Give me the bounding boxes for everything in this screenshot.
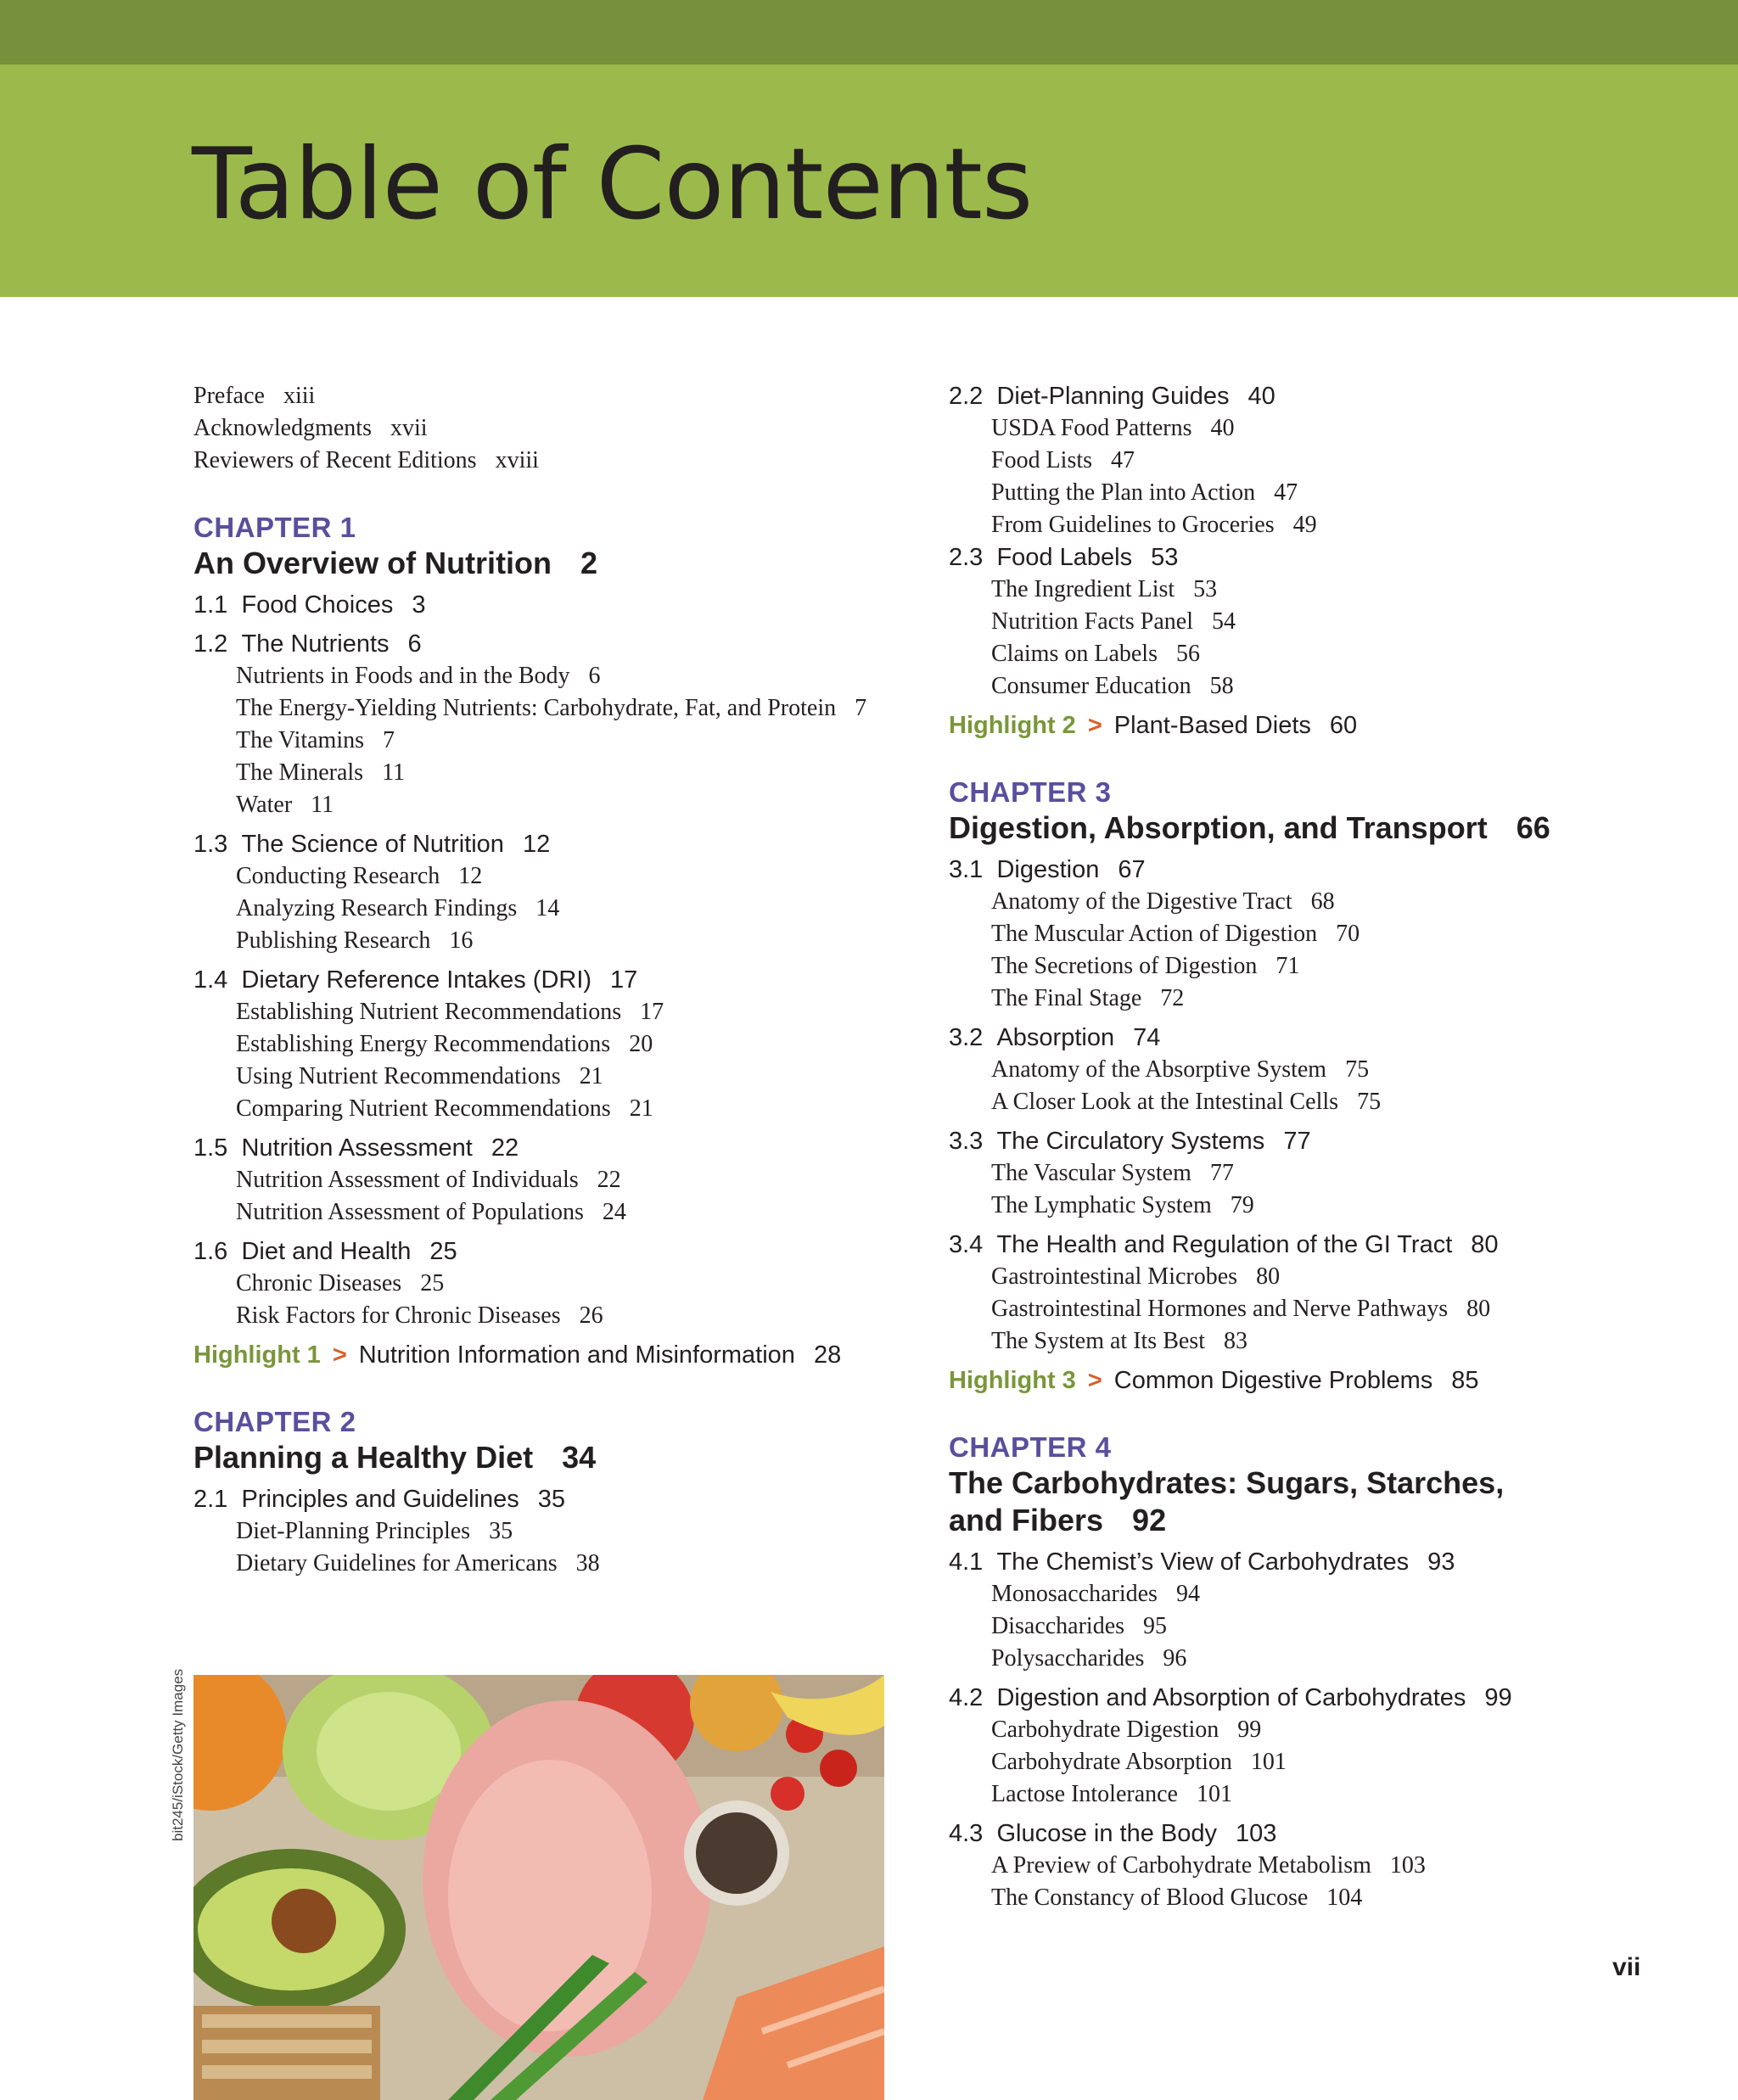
subsection-label: Food Lists (991, 447, 1093, 473)
section-page: 93 (1427, 1548, 1455, 1576)
subsection-page: 99 (1237, 1716, 1262, 1743)
subsection-label: Monosaccharides (991, 1581, 1158, 1607)
subsection-label: Nutrition Assessment of Individuals (236, 1167, 579, 1193)
section-3-4[interactable] (949, 1229, 1679, 1261)
subsection-label: The Energy-Yielding Nutrients: Carbohydrate, Fat, and Protein (236, 695, 837, 721)
subsection-label: The System at Its Best (991, 1328, 1205, 1354)
subsection-page: 71 (1275, 953, 1300, 979)
chapter-page: 66 (1516, 810, 1550, 845)
section-title: Glucose in the Body (996, 1820, 1217, 1847)
subsection-label: The Secretions of Digestion (991, 953, 1258, 979)
subsection-page: 21 (629, 1095, 653, 1122)
subsection-label: The Vascular System (991, 1160, 1191, 1186)
section-4-1[interactable] (949, 1546, 1679, 1578)
subsection[interactable] (949, 886, 1679, 918)
subsection[interactable] (949, 670, 1679, 703)
section-number: 4.1 (949, 1548, 984, 1576)
subsection[interactable] (949, 445, 1679, 477)
chapter-title-line-2: and Fibers (949, 1503, 1104, 1537)
subsection[interactable] (193, 860, 940, 893)
subsection[interactable] (949, 1578, 1679, 1610)
subsection-page: 47 (1274, 479, 1298, 506)
chapter-4-label: CHAPTER 4 (949, 1431, 1112, 1463)
subsection[interactable] (949, 1054, 1679, 1086)
section-title: The Science of Nutrition (241, 831, 504, 858)
chapter-title-line-1: The Carbohydrates: Sugars, Starches, (949, 1465, 1505, 1500)
subsection[interactable] (949, 412, 1679, 445)
subsection[interactable] (949, 983, 1679, 1015)
subsection-label: USDA Food Patterns (991, 415, 1192, 441)
toc-entry-reviewers[interactable] (193, 445, 940, 477)
subsection-label: Using Nutrient Recommendations (236, 1063, 561, 1089)
subsection-label: Establishing Nutrient Recommendations (236, 999, 622, 1025)
subsection-page: 16 (449, 927, 474, 954)
section-number: 1.1 (193, 591, 228, 619)
subsection[interactable] (949, 918, 1679, 950)
section-4-3[interactable] (949, 1817, 1679, 1850)
subsection-page: 94 (1175, 1581, 1200, 1607)
subsection[interactable] (949, 1157, 1679, 1190)
subsection-label: Polysaccharides (991, 1645, 1145, 1672)
page-number: vii (1612, 1953, 1641, 1981)
section-number: 1.3 (193, 831, 228, 858)
section-title: Food Labels (996, 544, 1133, 571)
section-page: 3 (412, 591, 426, 619)
subsection-page: 7 (855, 695, 867, 721)
section-number: 3.2 (949, 1024, 984, 1051)
subsection-label: Establishing Energy Recommendations (236, 1031, 611, 1057)
subsection-label: Gastrointestinal Microbes (991, 1263, 1238, 1290)
subsection-label: Claims on Labels (991, 641, 1158, 667)
section-title: Digestion and Absorption of Carbohydrates (996, 1684, 1466, 1711)
chapter-2-title[interactable] (193, 1439, 940, 1476)
subsection[interactable] (193, 789, 940, 821)
subsection[interactable] (949, 1746, 1679, 1778)
subsection-label: Analyzing Research Findings (236, 895, 518, 921)
subsection-label: Lactose Intolerance (991, 1781, 1178, 1807)
chevron-right-icon: > (1087, 712, 1102, 739)
chapter-page: 2 (580, 546, 598, 580)
subsection-label: The Lymphatic System (991, 1192, 1212, 1218)
chapter-1-title[interactable] (193, 545, 940, 582)
section-number: 3.1 (949, 856, 984, 883)
subsection-page: 101 (1250, 1749, 1287, 1775)
highlight-label: Highlight 1 (193, 1341, 321, 1369)
subsection-page: 83 (1223, 1328, 1247, 1354)
subsection-page: 6 (588, 663, 601, 689)
section-number: 2.1 (193, 1486, 228, 1513)
subsection-label: Nutrients in Foods and in the Body (236, 663, 570, 689)
subsection-page: 53 (1193, 576, 1218, 602)
section-title: Diet-Planning Guides (996, 383, 1230, 410)
highlight-2[interactable] (949, 709, 1679, 742)
subsection[interactable] (949, 1325, 1679, 1358)
chapter-4-title[interactable] (949, 1464, 1679, 1539)
subsection[interactable] (949, 1714, 1679, 1746)
subsection[interactable] (949, 638, 1679, 670)
subsection-page: 38 (575, 1550, 600, 1576)
section-1-6[interactable] (193, 1235, 940, 1268)
subsection-label: Diet-Planning Principles (236, 1518, 471, 1544)
chevron-right-icon: > (1087, 1367, 1102, 1394)
highlight-title: Nutrition Information and Misinformation (358, 1341, 795, 1369)
section-page: 12 (522, 831, 551, 858)
section-1-5[interactable] (193, 1132, 940, 1164)
subsection-page: 11 (311, 792, 334, 818)
subsection-label: The Final Stage (991, 985, 1142, 1011)
subsection[interactable] (949, 1850, 1679, 1882)
section-number: 3.3 (949, 1128, 984, 1155)
subsection-page: 75 (1357, 1089, 1382, 1115)
chapter-title-text: Planning a Healthy Diet (193, 1440, 534, 1475)
subsection-label: Risk Factors for Chronic Diseases (236, 1302, 561, 1329)
chapter-1-label: CHAPTER 1 (193, 512, 356, 543)
subsection-page: 56 (1175, 641, 1200, 667)
toc-entry-preface[interactable] (193, 380, 940, 412)
food-photo (193, 1675, 884, 2100)
highlight-title: Plant-Based Diets (1113, 712, 1311, 739)
subsection-label: Nutrition Facts Panel (991, 608, 1193, 635)
subsection[interactable] (193, 1028, 940, 1061)
subsection-page: 80 (1466, 1296, 1491, 1322)
subsection-page: 11 (382, 759, 406, 786)
subsection[interactable] (193, 692, 918, 725)
section-title: The Chemist’s View of Carbohydrates (996, 1548, 1410, 1576)
subsection-page: 26 (579, 1302, 603, 1329)
chapter-3-label: CHAPTER 3 (949, 776, 1112, 808)
subsection-label: Putting the Plan into Action (991, 479, 1256, 506)
subsection[interactable] (193, 725, 940, 757)
subsection[interactable] (193, 660, 940, 692)
subsection[interactable] (949, 477, 1679, 509)
entry-page: xvii (390, 415, 428, 441)
section-title: The Nutrients (241, 630, 390, 658)
section-title: The Circulatory Systems (996, 1128, 1265, 1155)
subsection-label: Nutrition Assessment of Populations (236, 1199, 584, 1225)
subsection-page: 77 (1209, 1160, 1234, 1186)
subsection-page: 22 (597, 1167, 621, 1193)
subsection[interactable] (949, 1086, 1679, 1118)
subsection[interactable] (193, 1093, 940, 1125)
subsection[interactable] (193, 996, 940, 1028)
section-number: 1.4 (193, 966, 228, 994)
entry-label: Reviewers of Recent Editions (193, 447, 477, 473)
subsection-page: 17 (640, 999, 664, 1025)
subsection-label: From Guidelines to Groceries (991, 512, 1275, 538)
subsection-page: 25 (420, 1270, 445, 1296)
section-number: 2.2 (949, 383, 984, 410)
subsection-page: 20 (629, 1031, 653, 1057)
highlight-label: Highlight 2 (949, 712, 1076, 739)
entry-page: xiii (283, 383, 316, 409)
subsection-label: The Ingredient List (991, 576, 1175, 602)
section-2-3[interactable] (949, 541, 1679, 574)
subsection-page: 79 (1230, 1192, 1254, 1218)
section-3-2[interactable] (949, 1022, 1679, 1054)
page-title: Table of Contents (192, 127, 1033, 242)
subsection-label: The Vitamins (236, 727, 365, 753)
subsection-page: 47 (1111, 447, 1135, 473)
chapter-title-text: Digestion, Absorption, and Transport (949, 810, 1488, 845)
section-number: 4.2 (949, 1684, 984, 1711)
subsection-page: 72 (1160, 985, 1185, 1011)
section-title: Dietary Reference Intakes (DRI) (241, 966, 592, 994)
chapter-page: 92 (1132, 1503, 1167, 1537)
subsection[interactable] (949, 606, 1679, 638)
subsection[interactable] (193, 1548, 940, 1580)
section-page: 6 (407, 630, 422, 658)
chapter-3-title[interactable] (949, 809, 1679, 847)
subsection-label: Carbohydrate Absorption (991, 1749, 1232, 1775)
section-4-2[interactable] (949, 1682, 1679, 1714)
front-matter (193, 380, 940, 477)
subsection[interactable] (193, 1061, 940, 1093)
highlight-label: Highlight 3 (949, 1367, 1076, 1394)
subsection[interactable] (949, 1778, 1679, 1811)
entry-label: Preface (193, 383, 265, 409)
toc-left-column (193, 380, 940, 1580)
highlight-page: 28 (813, 1341, 842, 1369)
subsection[interactable] (193, 925, 940, 957)
highlight-page: 85 (1451, 1367, 1479, 1394)
section-number: 3.4 (949, 1231, 984, 1258)
subsection[interactable] (949, 1643, 1679, 1675)
subsection-label: Gastrointestinal Hormones and Nerve Pathways (991, 1296, 1449, 1322)
section-page: 22 (491, 1134, 519, 1162)
section-page: 35 (537, 1486, 565, 1513)
subsection[interactable] (193, 1164, 940, 1196)
section-title: Absorption (996, 1024, 1115, 1051)
subsection-page: 68 (1310, 888, 1335, 915)
section-2-2[interactable] (949, 380, 1679, 412)
subsection[interactable] (949, 1610, 1679, 1643)
subsection-page: 95 (1143, 1613, 1168, 1639)
subsection-page: 54 (1211, 608, 1236, 635)
subsection-page: 7 (383, 727, 395, 753)
section-title: Principles and Guidelines (241, 1486, 519, 1513)
subsection[interactable] (949, 1190, 1679, 1222)
toc-right-column (949, 380, 1679, 1914)
chapter-title-text: An Overview of Nutrition (193, 546, 552, 580)
section-page: 25 (429, 1238, 457, 1265)
section-number: 4.3 (949, 1820, 984, 1847)
section-title: Food Choices (241, 591, 394, 619)
section-number: 1.5 (193, 1134, 228, 1162)
section-page: 74 (1133, 1024, 1161, 1051)
subsection-page: 58 (1209, 673, 1234, 699)
subsection-page: 80 (1256, 1263, 1281, 1290)
highlight-page: 60 (1329, 712, 1358, 739)
subsection-page: 49 (1292, 512, 1317, 538)
subsection-page: 24 (602, 1199, 626, 1225)
subsection-page: 14 (535, 895, 560, 921)
subsection-label: A Closer Look at the Intestinal Cells (991, 1089, 1339, 1115)
subsection-label: Publishing Research (236, 927, 431, 954)
subsection-label: The Muscular Action of Digestion (991, 921, 1318, 947)
subsection[interactable] (949, 1293, 1679, 1325)
section-3-3[interactable] (949, 1125, 1679, 1157)
section-1-2[interactable] (193, 628, 940, 660)
subsection-label: Anatomy of the Digestive Tract (991, 888, 1292, 915)
section-2-1[interactable] (193, 1483, 940, 1515)
subsection[interactable] (949, 1261, 1679, 1293)
subsection-label: Chronic Diseases (236, 1270, 402, 1296)
section-number: 1.2 (193, 630, 228, 658)
highlight-3[interactable] (949, 1364, 1679, 1397)
subsection[interactable] (949, 950, 1679, 983)
subsection-label: The Constancy of Blood Glucose (991, 1884, 1309, 1911)
subsection-label: The Minerals (236, 759, 364, 786)
subsection-page: 101 (1196, 1781, 1232, 1807)
subsection-page: 75 (1345, 1056, 1370, 1083)
subsection[interactable] (949, 574, 1679, 606)
subsection-label: Consumer Education (991, 673, 1191, 699)
subsection[interactable] (193, 1300, 940, 1332)
subsection-label: A Preview of Carbohydrate Metabolism (991, 1852, 1371, 1879)
section-number: 1.6 (193, 1238, 228, 1265)
subsection-page: 12 (458, 863, 483, 889)
subsection[interactable] (193, 757, 940, 789)
section-page: 53 (1151, 544, 1179, 571)
subsection[interactable] (193, 893, 940, 925)
section-page: 80 (1471, 1231, 1499, 1258)
subsection-label: Comparing Nutrient Recommendations (236, 1095, 611, 1122)
subsection-page: 70 (1336, 921, 1360, 947)
chevron-right-icon: > (332, 1341, 347, 1369)
toc-entry-acknowledgments[interactable] (193, 412, 940, 445)
photo-credit: bit245/iStock/Getty Images (170, 1668, 186, 1841)
section-page: 17 (610, 966, 638, 994)
section-title: Diet and Health (241, 1238, 412, 1265)
entry-label: Acknowledgments (193, 415, 372, 441)
section-title: Nutrition Assessment (241, 1134, 473, 1162)
chapter-2-label: CHAPTER 2 (193, 1406, 356, 1437)
section-3-1[interactable] (949, 854, 1679, 886)
subsection-label: Anatomy of the Absorptive System (991, 1056, 1327, 1083)
section-1-1[interactable] (193, 589, 940, 621)
section-title: The Health and Regulation of the GI Tract (996, 1231, 1453, 1258)
subsection-page: 40 (1210, 415, 1235, 441)
subsection[interactable] (193, 1196, 940, 1229)
section-page: 103 (1236, 1820, 1277, 1847)
chapter-page: 34 (562, 1440, 597, 1475)
subsection[interactable] (193, 1268, 940, 1300)
section-title: Digestion (996, 856, 1100, 883)
subsection-page: 103 (1389, 1852, 1426, 1879)
subsection[interactable] (949, 1882, 1679, 1914)
highlight-1[interactable] (193, 1339, 940, 1371)
section-page: 99 (1484, 1684, 1512, 1711)
subsection[interactable] (949, 509, 1679, 541)
subsection-label: Conducting Research (236, 863, 440, 889)
subsection-page: 104 (1326, 1884, 1363, 1911)
highlight-title: Common Digestive Problems (1113, 1367, 1433, 1394)
section-page: 40 (1247, 383, 1275, 410)
subsection-page: 21 (579, 1063, 603, 1089)
subsection-label: Dietary Guidelines for Americans (236, 1550, 558, 1576)
subsection-label: Water (236, 792, 293, 818)
subsection-label: Carbohydrate Digestion (991, 1716, 1219, 1743)
subsection[interactable] (193, 1515, 940, 1548)
section-number: 2.3 (949, 544, 984, 571)
entry-page: xviii (495, 447, 539, 473)
food-illustration (193, 1675, 884, 2100)
section-1-3[interactable] (193, 828, 940, 860)
section-page: 67 (1118, 856, 1146, 883)
subsection-label: Disaccharides (991, 1613, 1125, 1639)
header-top-band (0, 0, 1738, 64)
section-page: 77 (1283, 1128, 1311, 1155)
subsection-page: 96 (1163, 1645, 1187, 1672)
section-1-4[interactable] (193, 964, 940, 996)
subsection-page: 35 (489, 1518, 513, 1544)
